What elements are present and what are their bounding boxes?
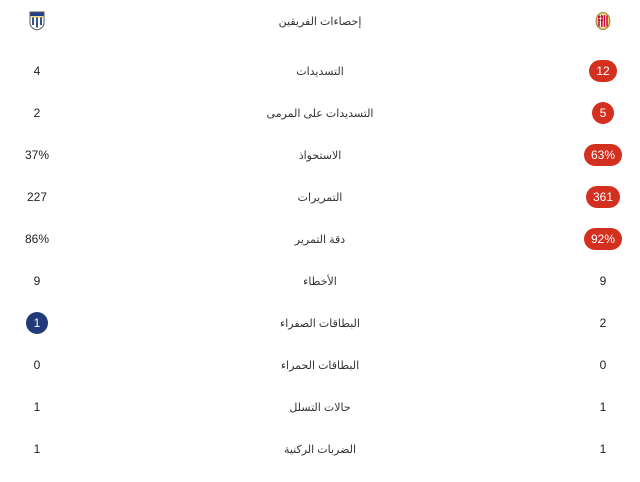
stat-label: دقة التمرير (294, 233, 346, 246)
away-value: 1 (33, 442, 41, 456)
away-value: 4 (33, 64, 41, 78)
home-value-cell (566, 386, 640, 428)
home-value: 2 (599, 316, 607, 330)
stat-label: التسديدات (296, 65, 344, 78)
away-value-cell (0, 50, 74, 92)
away-value: 9 (33, 274, 41, 288)
away-value: 2 (33, 106, 41, 120)
stat-label: حالات التسلل (289, 401, 351, 414)
away-value: 227 (26, 190, 48, 204)
home-value-cell (566, 50, 640, 92)
home-value-cell (566, 428, 640, 470)
away-value-cell (0, 176, 74, 218)
home-value: 0 (599, 358, 607, 372)
away-value-cell (0, 386, 74, 428)
away-value-badge: 1 (26, 312, 48, 334)
away-value-cell (0, 134, 74, 176)
stat-label: الضربات الركنية (283, 443, 357, 456)
away-value-cell (0, 302, 74, 344)
stat-label: البطاقات الصفراء (280, 317, 360, 330)
stat-label: الأخطاء (303, 275, 337, 288)
away-value-cell (0, 92, 74, 134)
stat-row (0, 344, 640, 386)
stat-row (0, 218, 640, 260)
home-value: 9 (599, 274, 607, 288)
home-value-badge: 63% (584, 144, 622, 166)
home-value-cell (566, 176, 640, 218)
home-value-badge: 12 (589, 60, 616, 82)
stat-label: الاستحواذ (298, 149, 342, 162)
away-value-cell (0, 260, 74, 302)
stat-label: التسديدات على المرمى (266, 107, 374, 120)
away-value: 37% (24, 148, 50, 162)
stat-row (0, 92, 640, 134)
stats-header (0, 0, 640, 42)
home-value-cell (566, 344, 640, 386)
away-value: 86% (24, 232, 50, 246)
away-team-logo (0, 0, 74, 42)
away-value-cell (0, 344, 74, 386)
stat-row (0, 176, 640, 218)
away-value: 1 (33, 400, 41, 414)
stat-row (0, 260, 640, 302)
home-value-cell (566, 302, 640, 344)
ac-milan-crest-icon (594, 11, 612, 31)
stat-row (0, 50, 640, 92)
stat-row (0, 302, 640, 344)
parma-crest-icon (29, 11, 45, 31)
home-value-cell (566, 134, 640, 176)
away-value-cell (0, 428, 74, 470)
away-value-cell (0, 218, 74, 260)
home-value: 1 (599, 442, 607, 456)
home-value-cell (566, 92, 640, 134)
stat-label: التمريرات (297, 191, 343, 204)
home-team-logo (566, 0, 640, 42)
home-value-badge: 5 (592, 102, 614, 124)
stats-title: إحصاءات الفريقين (278, 15, 362, 28)
away-value: 0 (33, 358, 41, 372)
home-value-badge: 92% (584, 228, 622, 250)
home-value-cell (566, 218, 640, 260)
stat-row (0, 386, 640, 428)
home-value-badge: 361 (586, 186, 620, 208)
stat-row (0, 428, 640, 470)
stat-label: البطاقات الحمراء (280, 359, 360, 372)
stat-row (0, 134, 640, 176)
home-value: 1 (599, 400, 607, 414)
home-value-cell (566, 260, 640, 302)
